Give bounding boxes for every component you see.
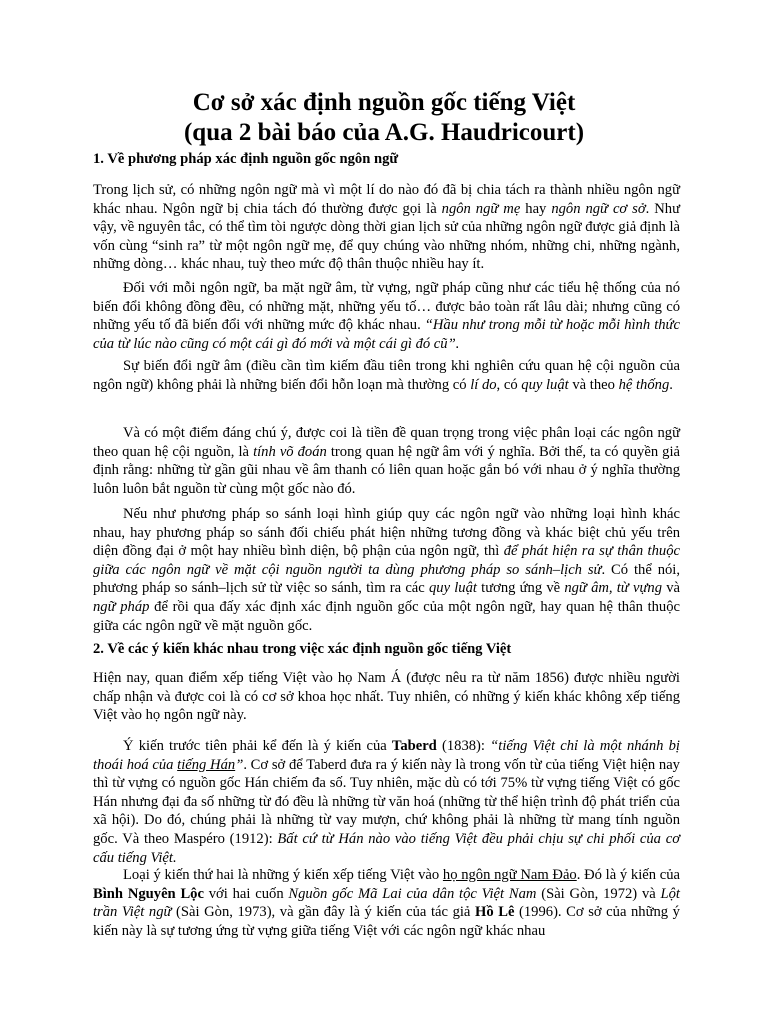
paragraph-2: Đối với mỗi ngôn ngữ, ba mặt ngữ âm, từ vựng, ngữ pháp cũng như các tiểu hệ thống của nó biến đổi không đồng đều, có những mặt, những yếu tố… được bảo toàn rất lâu dài; nhưng cũng có những yếu tố đã biến đổi với những mức độ khác nhau. “Hầu như trong mỗi từ hoặc mỗi hình thức của từ lúc nào cũng có một cái gì đó mới và một cái gì đó cũ”. xyxy=(93,280,680,352)
paragraph-5: Nếu như phương pháp so sánh loại hình giúp quy các ngôn ngữ vào những loại hình khác nhau, hay phương pháp so sánh đối chiếu phát hiện những tương đồng và khác biệt chủ yếu trên diện đồng đại ở một hay nhiều bình diện, bộ phận của ngôn ngữ, thì để phát hiện ra sự thân thuộc giữa các ngôn ngữ về mặt cội nguồn người ta dùng phương pháp so sánh–lịch sử. Có thể nói, phương pháp so sánh–lịch sử từ việc so sánh, tìm ra các quy luật tương ứng về ngữ âm, từ vựng và ngữ pháp để rồi qua đấy xác định xác định nguồn gốc của một ngôn ngữ, hay quan hệ thân thuộc giữa các ngôn ngữ về mặt nguồn gốc. xyxy=(93,506,680,634)
paragraph-4: Và có một điểm đáng chú ý, được coi là tiền đề quan trọng trong việc phân loại các ngôn ngữ theo quan hệ cội nguồn, là tính võ đoán trong quan hệ ngữ âm với ý nghĩa. Bởi thế, ta có quyền giả định rằng: những từ gần gũi nhau về âm thanh có liên quan hoặc gắn bó với nhau ở ý nghĩa thường luôn luôn bắt nguồn từ cùng một gốc nào đó. xyxy=(93,425,681,497)
document-title-line-1: Cơ sở xác định nguồn gốc tiếng Việt xyxy=(192,89,576,116)
paragraph-1: Trong lịch sử, có những ngôn ngữ mà vì một lí do nào đó đã bị chia tách ra thành nhiều ngôn ngữ khác nhau. Ngôn ngữ bị chia tách đó thường được gọi là ngôn ngữ mẹ hay ngôn ngữ cơ sở. Như vậy, về nguyên tắc, có thể tìm tòi ngược dòng thời gian lịch sử của những ngôn ngữ được giả định là vốn cùng “sinh ra” từ một ngôn ngữ mẹ, để quy chúng vào những nhóm, những chi, những ngành, những dòng… khác nhau, tuỳ theo mức độ thân thuộc nhiều hay ít. xyxy=(93,182,681,273)
section-heading-2: 2. Về các ý kiến khác nhau trong việc xác định nguồn gốc tiếng Việt xyxy=(93,641,512,657)
paragraph-3: Sự biến đổi ngữ âm (điều cần tìm kiếm đầu tiên trong khi nghiên cứu quan hệ cội nguồn của ngôn ngữ) không phải là những biến đổi hỗn loạn mà thường có lí do, có quy luật và theo hệ thống. xyxy=(93,358,680,393)
paragraph-8: Loại ý kiến thứ hai là những ý kiến xếp tiếng Việt vào họ ngôn ngữ Nam Đảo. Đó là ý kiến của Bình Nguyên Lộc với hai cuốn Nguồn gốc Mã Lai của dân tộc Việt Nam (Sài Gòn, 1972) và Lột trần Việt ngữ (Sài Gòn, 1973), và gần đây là ý kiến của tác giả Hồ Lê (1996). Cơ sở của những ý kiến này là sự tương ứng từ vựng giữa tiếng Việt với các ngôn ngữ khác nhau xyxy=(93,867,680,939)
section-heading-1: 1. Về phương pháp xác định nguồn gốc ngôn ngữ xyxy=(93,151,399,167)
paragraph-6: Hiện nay, quan điểm xếp tiếng Việt vào họ Nam Á (được nêu ra từ năm 1856) được nhiều người chấp nhận và được coi là có cơ sở khoa học nhất. Tuy nhiên, có những ý kiến khác không xếp tiếng Việt vào họ ngôn ngữ này. xyxy=(93,670,680,724)
paragraph-7: Ý kiến trước tiên phải kể đến là ý kiến của Taberd (1838): “tiếng Việt chỉ là một nhánh bị thoái hoá của tiếng Hán”. Cơ sở để Taberd đưa ra ý kiến này là trong vốn từ của tiếng Việt hiện nay thì từ vựng có nguồn gốc Hán chiếm đa số. Tuy nhiên, mặc dù có tới 75% từ vựng tiếng Việt có gốc Hán nhưng đại đa số những từ đó đều là những từ văn hoá (những từ thể hiện trình độ phát triển của xã hội). Do đó, chúng phải là những từ vay mượn, chứ không phải là những từ mang tính nguồn gốc. Và theo Maspéro (1912): Bất cứ từ Hán nào vào tiếng Việt đều phải chịu sự chi phối của cơ cấu tiếng Việt. xyxy=(93,738,680,866)
document-title-line-2: (qua 2 bài báo của A.G. Haudricourt) xyxy=(183,119,585,146)
